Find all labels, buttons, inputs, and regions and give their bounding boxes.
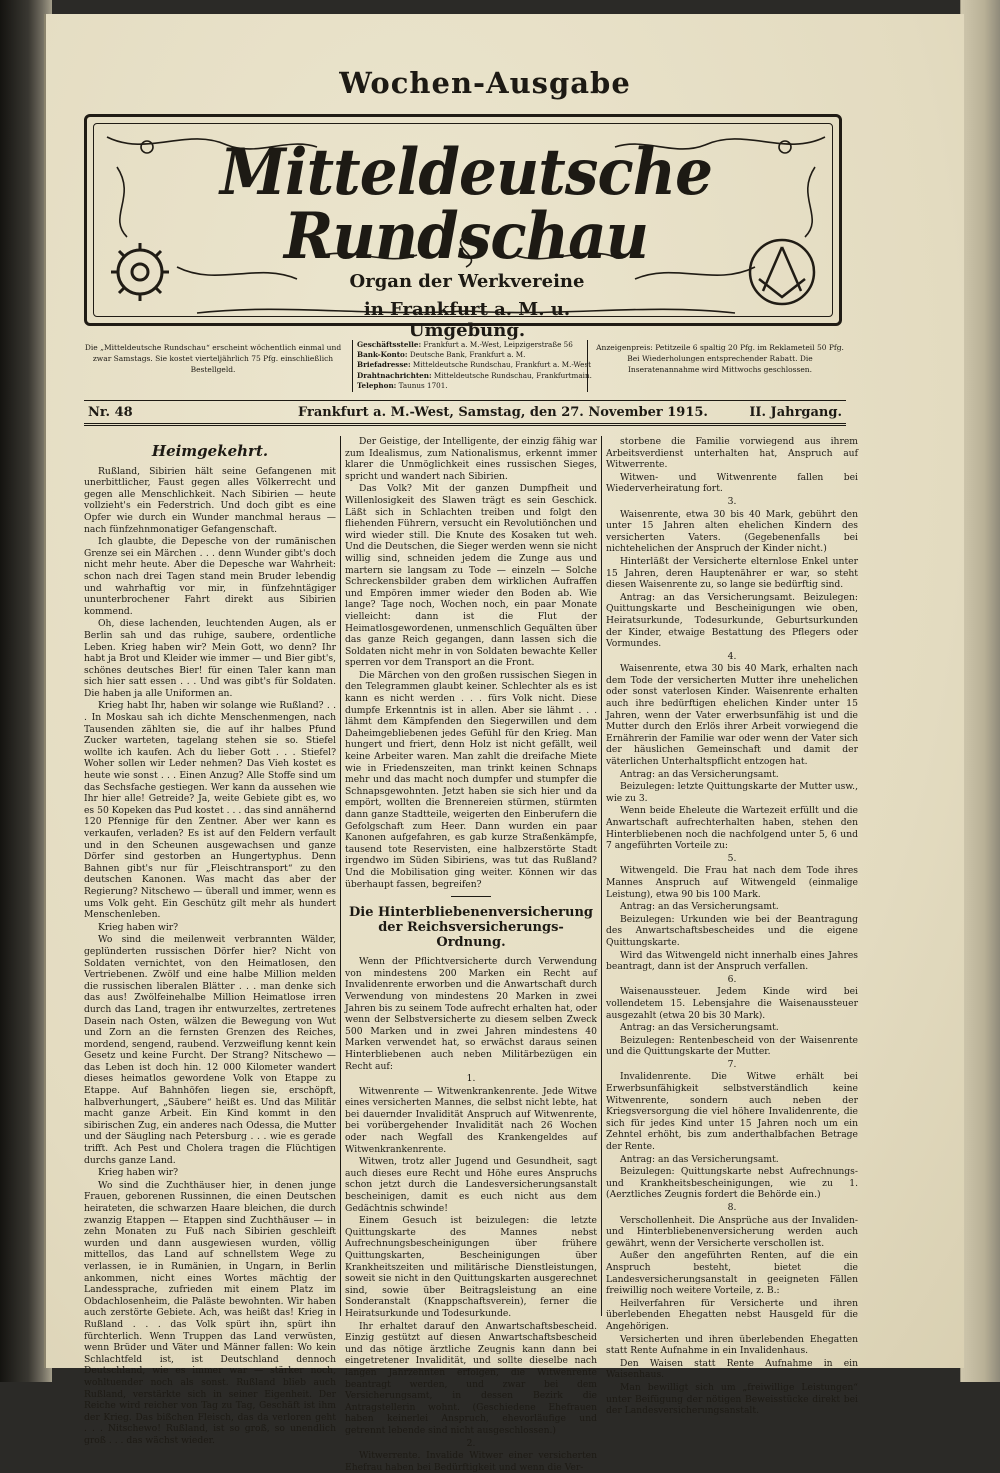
- paragraph: Das Volk? Mit der ganzen Dumpfheit und Willenlosigkeit des Slawen trägt es sein Geschick. Läßt sich in Schlachten treiben und folgt den fliehenden Führern, versucht ein Revolutiönchen und wird wieder still. Die Knute des Kosaken tut weh. Und die Deutschen, die Sieger werden wenn sie nicht willig sind, schneiden jedem die Zunge aus und martern sie langsam zu Tode — einzeln — Solche Schreckensbilder graben dem wirklichen Aufraffen und Empören immer wieder den Boden ab. Wie lange? Tage noch, Wochen noch, ein paar Monate vielleicht: dann ist die Flut der Heimatlosgewordenen, unmenschlich Gequälten über das ganze Reich gegangen, dann lassen sich die Soldaten nicht mehr in von Soldaten bewachte Keller sperren vor dem Transport an die Front.: [345, 483, 597, 669]
- paragraph: 2.: [466, 1437, 476, 1449]
- article-body: [84, 466, 336, 1447]
- column-2: [345, 436, 597, 1473]
- paragraph: Ihr erhaltet darauf den Anwartschaftsbescheid. Einzig gestützt auf diesen Anwartschaftsbescheid und das nötige ärztliche Zeugnis kann dann bei eingetretener Invalidität, und sollte dieselbe nach langen Jahrzehnten erfolgen, die Witwenrente beantragt werden, und zwar bei dem Versicherungsamt, in dessen Bezirk die Antragstellerin wohnt. (Geschiedene Ehefrauen haben keinerlei Anspruch, ehevorläufige und getrennt lebende sind nicht ausgeschlossen.): [345, 1320, 597, 1436]
- office-value: Frankfurt a. M.-West, Leipzigerstraße 56: [423, 340, 573, 349]
- paragraph: Verschollenheit. Die Ansprüche aus der Invaliden- und Hinterbliebenenversicherung werden auch gewährt, wenn der Versicherte verschollen ist.: [606, 1214, 858, 1249]
- paragraph: Wenn der Pflichtversicherte durch Verwendung von mindestens 200 Marken ein Recht auf Invalidenrente erworben und die Anwartschaft durch Verwendung von mindestens 20 Marken in zwei Jahren bis zu seinem Tode aufrecht erhalten hat, oder wenn der Selbstversicherte zu diesem selben Zweck 500 Marken und in zwei Jahren mindestens 40 Marken verwendet hat, so erwächst daraus seinen Hinterbliebenen auch neben Militärbezügen ein Recht auf:: [345, 956, 597, 1072]
- paragraph: 5.: [727, 852, 737, 864]
- article-heading: Heimgekehrt.: [151, 442, 269, 460]
- dateline: [84, 400, 846, 426]
- paragraph: Hinterläßt der Versicherte elternlose Enkel unter 15 Jahren, deren Hauptenährer er war, so steht diesen Waisenrente zu, so lange sie bedürftig sind.: [606, 555, 858, 591]
- paragraph: storbene die Familie vorwiegend aus ihrem Arbeitsverdienst unterhalten hat, Anspruch auf Witwerrente.: [606, 436, 858, 471]
- info-row: [84, 340, 844, 392]
- bank-value: Deutsche Bank, Frankfurt a. M.: [409, 350, 526, 360]
- paragraph: Wird das Witwengeld nicht innerhalb eines Jahres beantragt, dann ist der Anspruch verfallen.: [606, 949, 858, 973]
- issue-number: Nr. 48: [88, 405, 133, 420]
- paragraph: Witwenrente — Witwenkrankenrente. Jede Witwe eines versicherten Mannes, die selbst nicht lebte, hat bei dauernder Invalidität Anspruch auf Witwenrente, bei vorübergehender Invalidität nach 26 Wochen oder nach Wegfall des Krankengeldes auf Witwenkrankenrente.: [345, 1085, 597, 1155]
- paragraph: 4.: [727, 650, 737, 662]
- article-body-continued: [606, 436, 858, 1417]
- paragraph: Beizulegen: Urkunden wie bei der Beantragung des Anwartschaftsbescheides und die eigene Quittungskarte.: [606, 913, 858, 948]
- paragraph: Oh, diese lachenden, leuchtenden Augen, als er Berlin sah und das ruhige, saubere, ordentliche Leben. Krieg haben wir? Mein Gott, wo denn? Ihr habt ja Brot und Kleider wie immer — und Bier gibt's, schönes deutsches Bier! für einen Taler kann man sich hier satt essen . . . Und was gibt's für Soldaten. Die haben ja alle Uniformen an.: [84, 618, 336, 699]
- newspaper-title: Mitteldeutsche Rundschau: [219, 135, 713, 274]
- paragraph: Versicherten und ihren überlebenden Ehegatten statt Rente Aufnahme in ein Invalidenhaus.: [606, 1333, 858, 1357]
- ads-info: Anzeigenpreis: Petitzeile 6 spaltig 20 Pfg. im Reklameteil 50 Pfg. Bei Wiederholungen entsprechender Rabatt. Die Inseratenannahme wird Mittwochs geschlossen.: [596, 343, 844, 374]
- paragraph: Witwengeld. Die Frau hat nach dem Tode ihres Mannes Anspruch auf Witwengeld (einmalige Leistung), etwa 90 bis 100 Mark.: [606, 865, 858, 900]
- gear-icon: [105, 237, 175, 307]
- place-date: Frankfurt a. M.-West, Samstag, den 27. November 1915.: [298, 405, 708, 420]
- paragraph: Antrag: an das Versicherungsamt. Beizulegen: Quittungskarte und Bescheinigungen wie oben, Heiratsurkunde, Todesurkunde, Geburtsurkunden der Kinder, etwaige Bestattung des Pflegers oder Vormundes.: [606, 591, 858, 650]
- paragraph: Witwen, trotz aller Jugend und Gesundheit, sagt auch dieses eure Recht und Höhe eures Anspruchs schon jetzt durch die Landesversicherungsanstalt bescheinigen, damit es euch nicht aus dem Gedächtnis schwinde!: [345, 1156, 597, 1214]
- paragraph: Beizulegen: Rentenbescheid von der Waisenrente und die Quittungskarte der Mutter.: [606, 1034, 858, 1058]
- paragraph: Krieg haben wir?: [98, 1167, 179, 1179]
- paragraph: 1.: [466, 1073, 476, 1085]
- wire-value: Mitteldeutsche Rundschau, Frankfurtmain.: [433, 370, 592, 380]
- paragraph: Antrag: an das Versicherungsamt.: [620, 1022, 779, 1034]
- letter-value: Mitteldeutsche Rundschau, Frankfurt a. M.-West: [412, 360, 592, 370]
- paragraph: Man bewilligt sich um „freiwillige Leistungen“ unter Beifügung der nötigen Beweisstücke direkt bei der Landesversicherungsanstalt.: [606, 1381, 858, 1417]
- paragraph: Wo sind die Zuchthäuser hier, in denen junge Frauen, geborenen Russinnen, die einen Deutschen heirateten, die schwarzen Haare bleichen, die durch zwanzig Etappen — Etappen sind Zuchthäuser — in zehn Monaten zu Fuß nach Sibirien geschleift wurden und dann ausgewiesen wurden, völlig mittellos, das Land auf schnellstem Wege zu verlassen, ie in Rumänien, in Ungarn, in Berlin ankommen, nicht eines Wortes mächtig der Landessprache, zufrieden mit einem Platz im Obdachlosenheim, die Paläste bewohnten. Wir haben auch zerstörte Gebiete. Ach, was heißt das! Krieg in Rußland . . . das Volk spürt ihn, spürt ihn fürchterlich. Wenn Truppen das Land verwüsten, wenn Brüder und Väter und Männer fallen: Wo kein Schlachtfeld ist, ist Deutschland dennoch Deutschland, wie es immer war — stärker noch, wohltuender noch als sonst. Rußland blieb auch Rußland, verstärkte sich in seiner Eigenheit. Der Reiche wird reicher von Tag zu Tag, Geschäft ist ihm der Krieg. Das bißchen Fleisch, das da verloren geht . . . Nitschewo! Rußland, ist so groß, so unendlich groß . . . das wächst wieder.: [84, 1179, 336, 1446]
- paragraph: Antrag: an das Versicherungsamt.: [620, 901, 779, 913]
- column-divider: [340, 436, 341, 1316]
- paragraph: Außer den angeführten Renten, auf die ein Anspruch besteht, bietet die Landesversicherungsanstalt in geeigneten Fällen freiwillig noch weitere Vorteile, z. B.:: [606, 1250, 858, 1297]
- masthead-frame: [84, 114, 842, 341]
- subtitle-line2: in Frankfurt a. M. u. Umgebung.: [363, 299, 571, 341]
- column-1: [84, 436, 336, 1446]
- letter-label: Briefadresse:: [357, 360, 411, 370]
- article-heading: Die Hinterbliebenenversicherung der Reichsversicherungs-Ordnung.: [349, 905, 593, 951]
- paragraph: Wenn beide Eheleute die Wartezeit erfüllt und die Anwartschaft aufrechterhalten haben, stehen den Hinterbliebenen noch die nachfolgend unter 5, 6 und 7 angeführten Vorteile zu:: [606, 805, 858, 852]
- phone-label: Telephon:: [357, 380, 397, 390]
- edition-label: Wochen-Ausgabe: [339, 66, 631, 100]
- paragraph: 6.: [727, 973, 737, 985]
- paragraph: 8.: [727, 1202, 737, 1213]
- paragraph: Den Waisen statt Rente Aufnahme in ein Waisenhaus.: [606, 1357, 858, 1381]
- paragraph: Waisenrente, etwa 30 bis 40 Mark, gebührt den unter 15 Jahren alten ehelichen Kindern des versicherten Vaters. (Gegebenenfalls bei nichtehelichen der Anspruch der Kinder nicht.): [606, 508, 858, 555]
- paragraph: Wo sind die meilenweit verbrannten Wälder, geplünderten russischen Dörfer hier? Nicht von Soldaten vernichtet, von den Heimatlosen, den Vertriebenen. Zwölf und eine halbe Million melden die russischen liberalen Blätter . . . man denke sich das aus! Zwölfeinehalbe Million Heimatlose irren durch das Land, tragen ihr entwurzeltes, zertretenes Dasein nach Osten, wälzen die Bewegung von Wut und Zorn an die fernsten Grenzen des Reiches, mordend, sengend, raubend. Verzweiflung kennt kein Gesetz und keine Furcht. Der Strang? Nitschewo — das Leben ist doch hin. 12 000 Kilometer wandert dieses heimatlos gewordene Volk von Etappe zu Etappe. Auf Bahnhöfen liegen sie, erschöpft, halbverhungert, „Säubere“ heißt es. Und das Militär macht ganze Arbeit. Ein Kind kommt in den sibirischen Zug, ein anderes nach Odessa, die Mutter und der Säugling nach Petersburg . . . wie es gerade trifft. Ach Pest und Cholera tragen die Flüchtigen durchs ganze Land.: [84, 934, 336, 1166]
- subscription-info: Die „Mitteldeutsche Rundschau“ erscheint wöchentlich einmal und zwar Samstags. Sie kostet vierteljährlich 75 Pfg. einschließlich Bestellgeld.: [84, 343, 342, 374]
- paragraph: Waisenrente, etwa 30 bis 40 Mark, erhalten nach dem Tode der versicherten Mutter ihre unehelichen oder sonst vaterlosen Kinder. Waisenrente erhalten auch ihre bedürftigen ehelichen Kinder unter 15 Jahren, wenn der Vater erwerbsunfähig ist und die Mutter durch den Erlös ihrer Arbeit vorwiegend die Ernährerin der Familie war oder wenn der Vater sich der häuslichen Gemeinschaft und damit der väterlichen Unterhaltspflicht entzogen hat.: [606, 663, 858, 768]
- paragraph: Ich glaubte, die Depesche von der rumänischen Grenze sei ein Märchen . . . denn Wunder gibt's doch nicht mehr heute. Aber die Depesche war Wahrheit: schon nach drei Tagen stand mein Bruder lebendig und wahrhaftig vor mir, in fünfzehntägiger ununterbrochener Fahrt direkt aus Sibirien kommend.: [84, 536, 336, 617]
- wire-label: Drahtnachrichten:: [357, 370, 432, 380]
- article-body-continued: [345, 436, 597, 890]
- paragraph: Waisenaussteuer. Jedem Kinde wird bei vollendetem 15. Lebensjahre die Waisenaussteuer ausgezahlt (etwa 20 bis 30 Mark).: [606, 986, 858, 1021]
- paragraph: Invalidenrente. Die Witwe erhält bei Erwerbsunfähigkeit selbstverständlich keine Witwenrente, sondern auch neben der Kriegsversorgung die viel höhere Invalidenrente, die sich für jedes Kind unter 15 Jahren noch um ein Zehntel erhöht, bis zum anderthalbfachen Betrage der Rente.: [606, 1071, 858, 1153]
- paragraph: Witwen- und Witwenrente fallen bei Wiederverheiratung fort.: [606, 471, 858, 495]
- divider-rule: [451, 896, 491, 897]
- paragraph: Antrag: an das Versicherungsamt.: [620, 768, 779, 780]
- volume-number: II. Jahrgang.: [749, 405, 842, 420]
- paragraph: 7.: [727, 1058, 737, 1070]
- column-divider: [601, 436, 602, 1316]
- office-label: Geschäftsstelle:: [357, 340, 422, 349]
- paragraph: 3.: [727, 495, 737, 507]
- paragraph: Antrag: an das Versicherungsamt.: [620, 1153, 779, 1165]
- paragraph: Rußland, Sibirien hält seine Gefangenen mit unerbittlicher, Faust gegen alles Völkerrecht und gegen alle Menschlichkeit. Nach Sibirien — heute vollzieht's ein Federstrich. Und doch gibt es eine Opfer wie durch ein Wunder manchmal heraus — nach fünfzehnmonatiger Gefangenschaft.: [84, 465, 336, 535]
- paragraph: Der Geistige, der Intelligente, der einzig fähig war zum Idealismus, zum Nationalismus, erkennt immer klarer die Unmöglichkeit eines russischen Sieges, spricht und wandert nach Sibirien.: [345, 436, 597, 482]
- page-edge: [960, 0, 1000, 1382]
- bank-label: Bank-Konto:: [357, 350, 408, 360]
- phone-value: Taunus 1701.: [398, 380, 448, 390]
- paragraph: Krieg habt Ihr, haben wir solange wie Rußland? . . . In Moskau sah ich dichte Menschenmengen, nach Tausenden zählten sie, die auf ihr halbes Pfund Zucker warteten, tagelang stehen sie so. Stiefel wollte ich kaufen. Ach du lieber Gott . . . Stiefel? Woher sollen wir Leder nehmen? Das Vieh kostet es heute wie sonst . . . Einen Anzug? Alle Stoffe sind um das Sechsfache gestiegen. Wer kann da aussehen wie Ihr hier alle! Getreide? Ja, weite Gebiete gibt es, wo es 50 Kopeken das Pud kostet . . . das sind annähernd 120 Pfennige für den Zentner. Aber wer kann es verkaufen, verladen? Es ist auf den Feldern verfault und in den Scheunen ausgewachsen und ganze Dörfer sind gestorben an Hungertyphus. Denn Bahnen gibt's nur für „Fleischtransport“ zu den deutschen Kanonen. Was macht das aber der Regierung? Nitschewo — überall und immer, wenn es ums Volk geht. Ein Geschütz gilt mehr als hundert Menschenleben.: [84, 700, 336, 921]
- paragraph: Beizulegen: Quittungskarte nebst Aufrechnungs- und Krankheitsbescheinigungen, wie zu 1. (Aerztliches Zeugnis fordert die Behörde ein.): [606, 1166, 858, 1201]
- paragraph: Heilverfahren für Versicherte und ihren überlebenden Ehegatten nebst Hausgeld für die Angehörigen.: [606, 1297, 858, 1332]
- paragraph: Beizulegen: letzte Quittungskarte der Mutter usw., wie zu 3.: [606, 781, 858, 804]
- column-3: [606, 436, 858, 1417]
- subtitle-line1: Organ der Werkvereine: [349, 271, 585, 292]
- contact-info: [352, 340, 592, 392]
- compass-square-icon: [745, 235, 819, 309]
- paragraph: Die Märchen von den großen russischen Siegen in den Telegrammen glaubt keiner. Schlechter als es ist kann es nicht werden . . . fürs Volk nicht. Diese dumpfe Erkenntnis ist in allen. Aber sie lähmt . . . lähmt dem Kämpfenden den Siegerwillen und dem Daheimgebliebenen jedes Gefühl für den Krieg. Man hungert und friert, denn Holz ist nicht gefällt, weil keine Arbeiter waren. Man zahlt die dreifache Miete wie in Friedenszeiten, man trinkt keinen Schnaps mehr und das macht noch dumpfer und stumpfer die Schnapsgewohnten. Jetzt haben sie sich hier und da empört, wollten die Brennereien stürmen, stürmten dann ganze Stadtteile, weigerten den Einberufern die Gefolgschaft zum Heer. Dann wurden ein paar Kanonen aufgefahren, es gab kurze Straßenkämpfe, tausend tote Reservisten, eine halbzerstörte Stadt irgendwo im Süden Sibiriens, was tut das Rußland? Und die Mobilisation ging weiter. Können wir das überhaupt fassen, begreifen?: [345, 669, 597, 890]
- paragraph: Witwerrente. Invalide Witwer einer versicherten Ehefrau haben bei Bedürftigkeit und wenn die Ver-: [345, 1450, 597, 1473]
- paragraph: Krieg haben wir?: [98, 921, 179, 933]
- article-body: [345, 956, 597, 1473]
- paragraph: Einem Gesuch ist beizulegen: die letzte Quittungskarte des Mannes nebst Aufrechnungsbescheinigungen über frühere Quittungskarten, Bescheinigungen über Krankheitszeiten und militärische Dienstleistungen, soweit sie nicht in den Quittungskarten ausgerechnet sind, sowie über Beitragsleistung an eine Sonderanstalt (Knappschaftsverein), ferner die Heiratsurkunde und Todesurkunde.: [345, 1215, 597, 1319]
